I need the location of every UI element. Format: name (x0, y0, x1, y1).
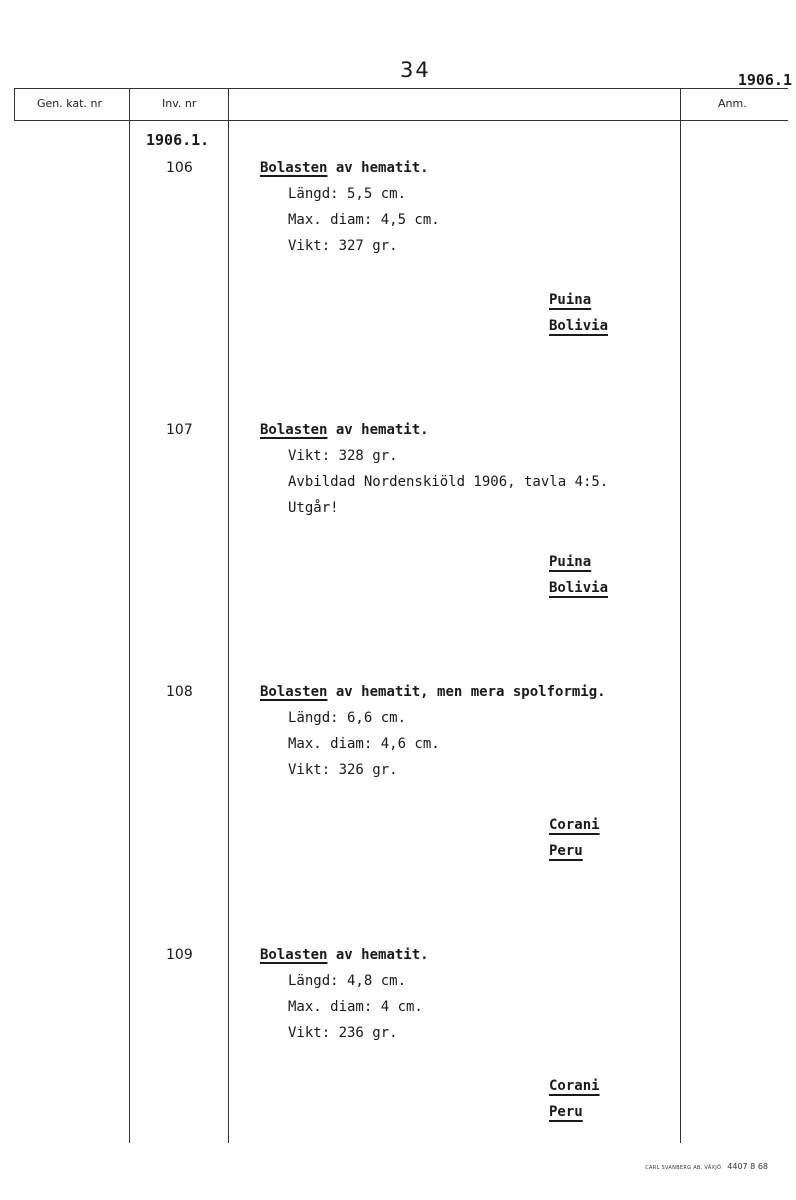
title-underlined: Bolasten (260, 684, 328, 700)
form-code: 4407 8 68 (727, 1162, 768, 1171)
detail-line: Längd: 4,8 cm. (288, 973, 407, 989)
inventory-year: 1906.1. (146, 131, 210, 149)
column-divider-anm (680, 88, 681, 1143)
detail-line: Vikt: 236 gr. (288, 1025, 398, 1041)
place-name: Corani (549, 1078, 600, 1094)
inv-number: 106 (166, 160, 193, 176)
entry-title (260, 679, 606, 705)
entry-109 (260, 942, 429, 1046)
entry-108 (260, 679, 606, 783)
detail-line: Max. diam: 4,5 cm. (288, 212, 440, 228)
place-name: Puina (549, 554, 592, 570)
entry-title (260, 942, 429, 968)
detail-line: Max. diam: 4,6 cm. (288, 736, 440, 752)
country-name: Peru (549, 1104, 583, 1120)
detail-line: Avbildad Nordenskiöld 1906, tavla 4:5. (288, 474, 609, 490)
corner-year: 1906.1 (737, 71, 792, 89)
printer-name: CARL SVANBERG AB, VÄXJÖ (645, 1165, 722, 1171)
detail-line: Vikt: 327 gr. (288, 238, 398, 254)
page-number: 34 (400, 58, 431, 82)
printer-footer (645, 1162, 768, 1171)
detail-line: Max. diam: 4 cm. (288, 999, 423, 1015)
title-rest: av hematit, men mera spolformig. (327, 684, 606, 700)
detail-line: Längd: 6,6 cm. (288, 710, 407, 726)
column-header-anm: Anm. (718, 97, 747, 110)
place-name: Puina (549, 292, 592, 308)
header-top-rule (14, 88, 788, 89)
entry-106 (260, 155, 440, 259)
inv-number: 108 (166, 684, 193, 700)
country-name: Bolivia (549, 318, 609, 334)
header-bottom-rule (14, 120, 788, 121)
title-rest: av hematit. (327, 160, 429, 176)
provenance-107 (549, 549, 608, 601)
title-underlined: Bolasten (260, 160, 328, 176)
provenance-108 (549, 812, 600, 864)
column-header-gen-kat: Gen. kat. nr (37, 97, 102, 110)
entry-107 (260, 417, 608, 521)
detail-line: Vikt: 326 gr. (288, 762, 398, 778)
column-header-inv: Inv. nr (162, 97, 197, 110)
column-divider-inv (129, 88, 130, 1143)
provenance-106 (549, 287, 608, 339)
title-rest: av hematit. (327, 422, 429, 438)
title-rest: av hematit. (327, 947, 429, 963)
detail-line: Utgår! (288, 500, 339, 516)
entry-title (260, 155, 440, 181)
column-divider-left (14, 88, 15, 120)
title-underlined: Bolasten (260, 947, 328, 963)
country-name: Bolivia (549, 580, 609, 596)
title-underlined: Bolasten (260, 422, 328, 438)
provenance-109 (549, 1073, 600, 1125)
detail-line: Längd: 5,5 cm. (288, 186, 407, 202)
column-divider-text (228, 88, 229, 1143)
inv-number: 107 (166, 422, 193, 438)
detail-line: Vikt: 328 gr. (288, 448, 398, 464)
entry-title (260, 417, 608, 443)
inv-number: 109 (166, 947, 193, 963)
place-name: Corani (549, 817, 600, 833)
country-name: Peru (549, 843, 583, 859)
